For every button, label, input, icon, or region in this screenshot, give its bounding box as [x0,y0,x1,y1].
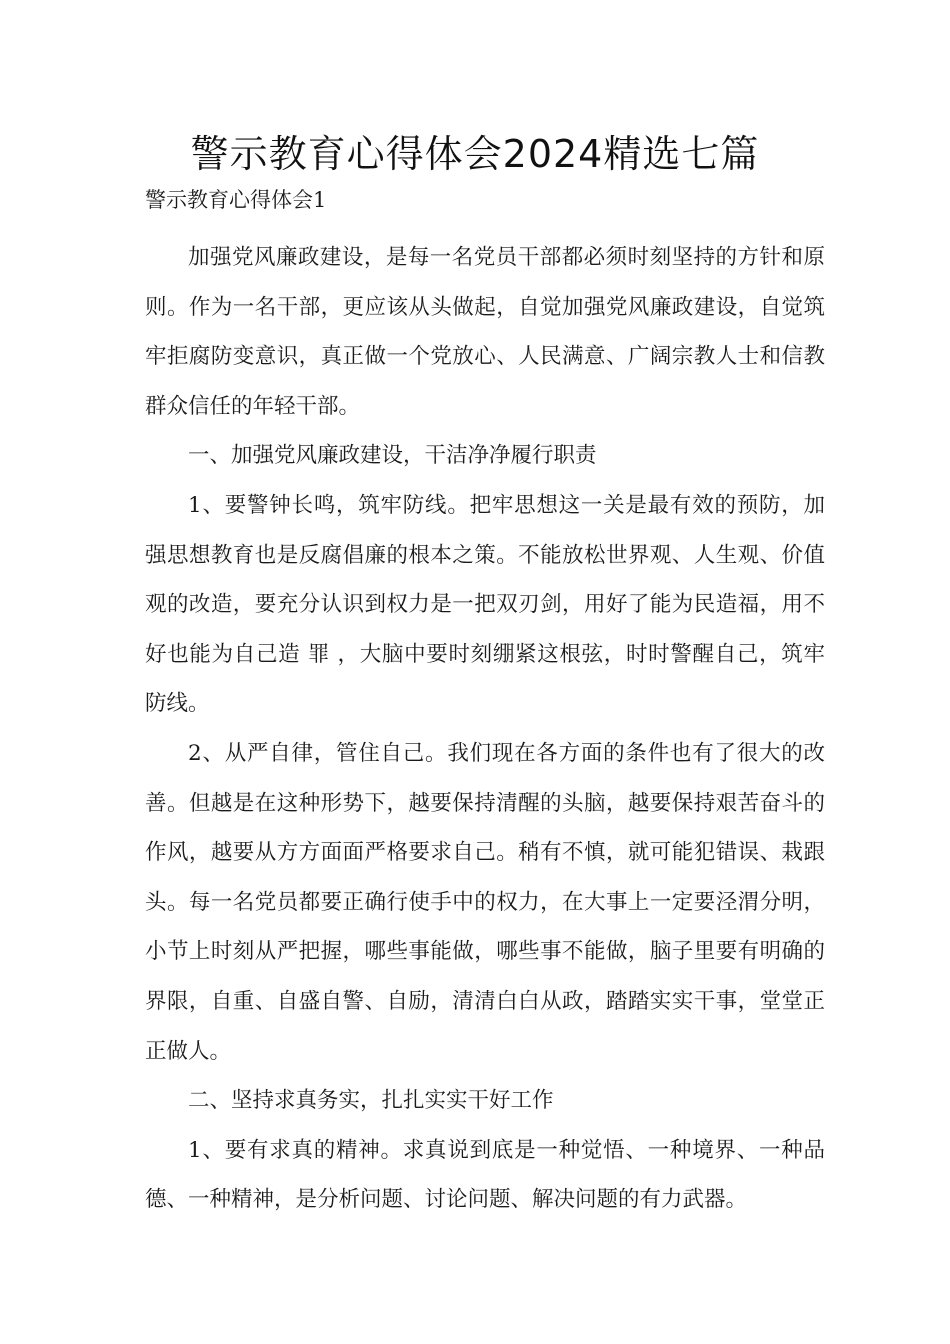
section-heading-2: 二、坚持求真务实，扎扎实实干好工作 [188,1088,554,1114]
section-heading-1: 一、加强党风廉政建设，干洁净净履行职责 [188,443,597,469]
document-subtitle: 警示教育心得体会1 [145,188,327,212]
paragraph-1-2: 2、从严自律，管住自己。我们现在各方面的条件也有了很大的改善。但越是在这种形势下，越要保持清醒的头脑，越要保持艰苦奋斗的作风，越要从方方面面严格要求自己。稍有不慎，就可能犯错误、栽跟头。每一名党员都要正确行使手中的权力，在大事上一定要泾渭分明，小节上时刻从严把握，哪些事能做，哪些事不能做，脑子里要有明确的界限，自重、自盛自警、自励，清清白白从政，踏踏实实干事，堂堂正正做人。 [145,740,825,1064]
paragraph-2-1: 1、要有求真的精神。求真说到底是一种觉悟、一种境界、一种品德、一种精神，是分析问题、讨论问题、解决问题的有力武器。 [145,1137,825,1213]
document-title: 警示教育心得体会2024精选七篇 [190,132,760,176]
paragraph-intro: 加强党风廉政建设，是每一名党员干部都必须时刻坚持的方针和原则。作为一名干部，更应该从头做起，自觉加强党风廉政建设，自觉筑牢拒腐防变意识，真正做一个党放心、人民满意、广阔宗教人士和信教群众信任的年轻干部。 [145,245,825,419]
paragraph-1-1: 1、要警钟长鸣，筑牢防线。把牢思想这一关是最有效的预防，加强思想教育也是反腐倡廉的根本之策。不能放松世界观、人生观、价值观的改造，要充分认识到权力是一把双刃剑，用好了能为民造福，用不好也能为自己造 罪 ，大脑中要时刻绷紧这根弦，时时警醒自己，筑牢防线。 [145,492,825,717]
document-body [145,233,825,1225]
